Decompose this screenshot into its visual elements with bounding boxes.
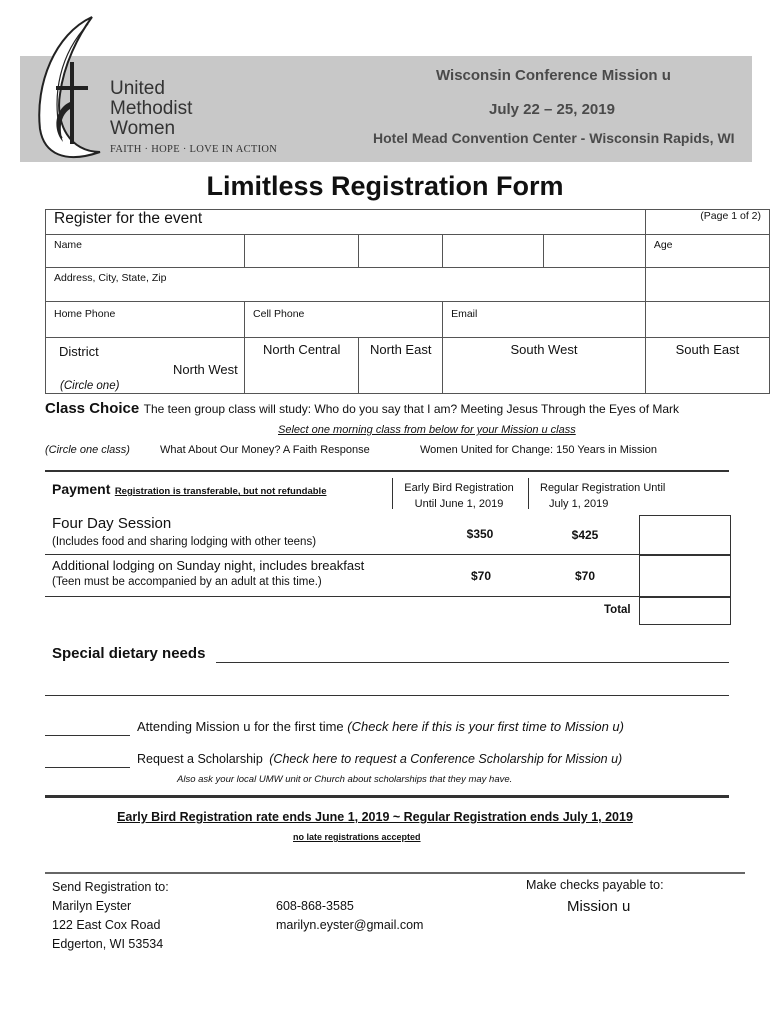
no-late-note: no late registrations accepted [293,832,421,842]
district-label: District [59,344,99,359]
page-indicator-cell [645,210,769,235]
send-address-block [52,878,169,954]
payment-mid-rule [45,554,640,555]
deadlines-top-rule [45,795,729,798]
form-title: Limitless Registration Form [206,171,564,201]
home-phone-field[interactable] [46,302,245,338]
circle-class-note: (Circle one class) [45,444,130,456]
register-heading: Register for the event [54,210,203,227]
page-indicator: (Page 1 of 2) [700,210,761,222]
payment-divider-2 [528,478,529,509]
org-name [110,79,192,139]
send-top-rule [45,872,745,874]
registration-table [45,209,770,394]
first-time-note: (Check here if this is your first time to Mission u) [347,719,624,734]
item1-early-price: $350 [466,527,494,541]
district-north-west[interactable]: North West [173,362,238,377]
class-option-money[interactable]: What About Our Money? A Faith Response [160,444,370,456]
home-phone-label: Home Phone [54,308,116,320]
contact-block [276,897,423,935]
dietary-input-line-2[interactable] [45,695,729,696]
payment-divider-1 [392,478,393,509]
district-north-east[interactable]: North East [359,338,443,394]
address-field[interactable] [46,268,646,302]
dietary-input-line[interactable] [216,662,729,663]
event-dates: July 22 – 25, 2019 [489,101,615,118]
item2-regular-price: $70 [574,569,596,583]
name-field[interactable] [245,235,359,268]
send-street: 122 East Cox Road [52,918,161,932]
first-time-row [137,719,624,734]
name-field-2[interactable] [359,235,443,268]
item2-amount-box[interactable] [639,554,731,598]
scholarship-row [137,752,622,766]
scholarship-note: (Check here to request a Conference Scholarship for Mission u) [269,752,623,766]
item1-note: (Includes food and sharing lodging with other teens) [52,536,317,548]
register-heading-cell [46,210,646,235]
class-option-women-united[interactable]: Women United for Change: 150 Years in Mission [420,444,658,456]
total-amount-box[interactable] [639,596,731,625]
tagline: FAITH · HOPE · LOVE IN ACTION [110,144,278,155]
send-name: Marilyn Eyster [52,899,132,913]
email-field[interactable] [443,302,646,338]
send-label: Send Registration to: [52,880,169,894]
item2-note: (Teen must be accompanied by an adult at this time.) [52,576,322,588]
item1-regular-price: $425 [571,528,599,542]
total-label: Total [604,604,631,616]
scholarship-checkbox-line[interactable] [45,767,130,768]
email-label: Email [451,308,478,320]
checks-label: Make checks payable to: [526,878,664,892]
class-choice-label: Class Choice [45,400,140,417]
deadlines-text: Early Bird Registration rate ends June 1, 2019 ~ Regular Registration ends July 1, 2019 [117,810,633,824]
district-south-west[interactable]: South West [443,338,646,394]
regular-header [540,480,665,512]
event-name: Wisconsin Conference Mission u [436,67,671,84]
payment-bottom-rule [45,596,640,597]
first-time-label: Attending Mission u for the first time [137,719,344,734]
item1-title: Four Day Session [52,515,172,532]
cell-phone-field[interactable] [245,302,443,338]
name-label: Name [54,239,83,251]
contact-email[interactable]: marilyn.eyster@gmail.com [276,918,424,932]
age-field[interactable] [645,235,769,268]
cell-phone-label: Cell Phone [253,308,305,320]
contact-phone: 608-868-3585 [276,899,354,913]
dietary-label: Special dietary needs [52,645,206,662]
payment-top-rule [45,470,729,472]
regular-line-1: Regular Registration Until [540,482,666,494]
circle-one-note: (Circle one) [60,380,120,392]
early-bird-header [392,480,526,512]
event-location: Hotel Mead Convention Center - Wisconsin Rapids, WI [373,130,735,146]
scholarship-label: Request a Scholarship [137,752,263,766]
name-label-cell [46,235,245,268]
scholarship-sub: Also ask your local UMW unit or Church about scholarships that they may have. [177,774,513,785]
address-field-extra[interactable] [645,268,769,302]
org-line-2: Methodist [110,98,193,119]
item2-title: Additional lodging on Sunday night, includes breakfast [52,558,365,573]
umw-logo-icon [30,14,110,164]
address-label: Address, City, State, Zip [54,272,167,284]
item2-early-price: $70 [470,569,492,583]
class-choice-row [45,400,679,418]
age-label: Age [653,239,673,251]
early-bird-line-2: Until June 1, 2019 [414,498,504,510]
regular-line-2: July 1, 2019 [549,498,609,510]
district-north-central[interactable]: North Central [245,338,359,394]
district-south-east[interactable]: South East [645,338,769,394]
payment-note: Registration is transferable, but not refundable [114,486,327,497]
early-bird-line-1: Early Bird Registration [404,482,514,494]
class-instruction: Select one morning class from below for your Mission u class [278,424,576,436]
org-line-1: United [110,78,165,99]
first-time-checkbox-line[interactable] [45,735,130,736]
checks-payee: Mission u [567,898,631,915]
email-field-extra[interactable] [645,302,769,338]
class-choice-text: The teen group class will study: Who do you say that I am? Meeting Jesus Through the Eyes of Mark [143,402,680,416]
item1-amount-box[interactable] [639,515,731,556]
district-cell [46,338,245,394]
send-city: Edgerton, WI 53534 [52,937,164,951]
payment-label: Payment [52,481,111,497]
org-line-3: Women [110,118,176,139]
name-field-3[interactable] [443,235,544,268]
payment-heading [52,481,326,499]
name-field-4[interactable] [544,235,645,268]
